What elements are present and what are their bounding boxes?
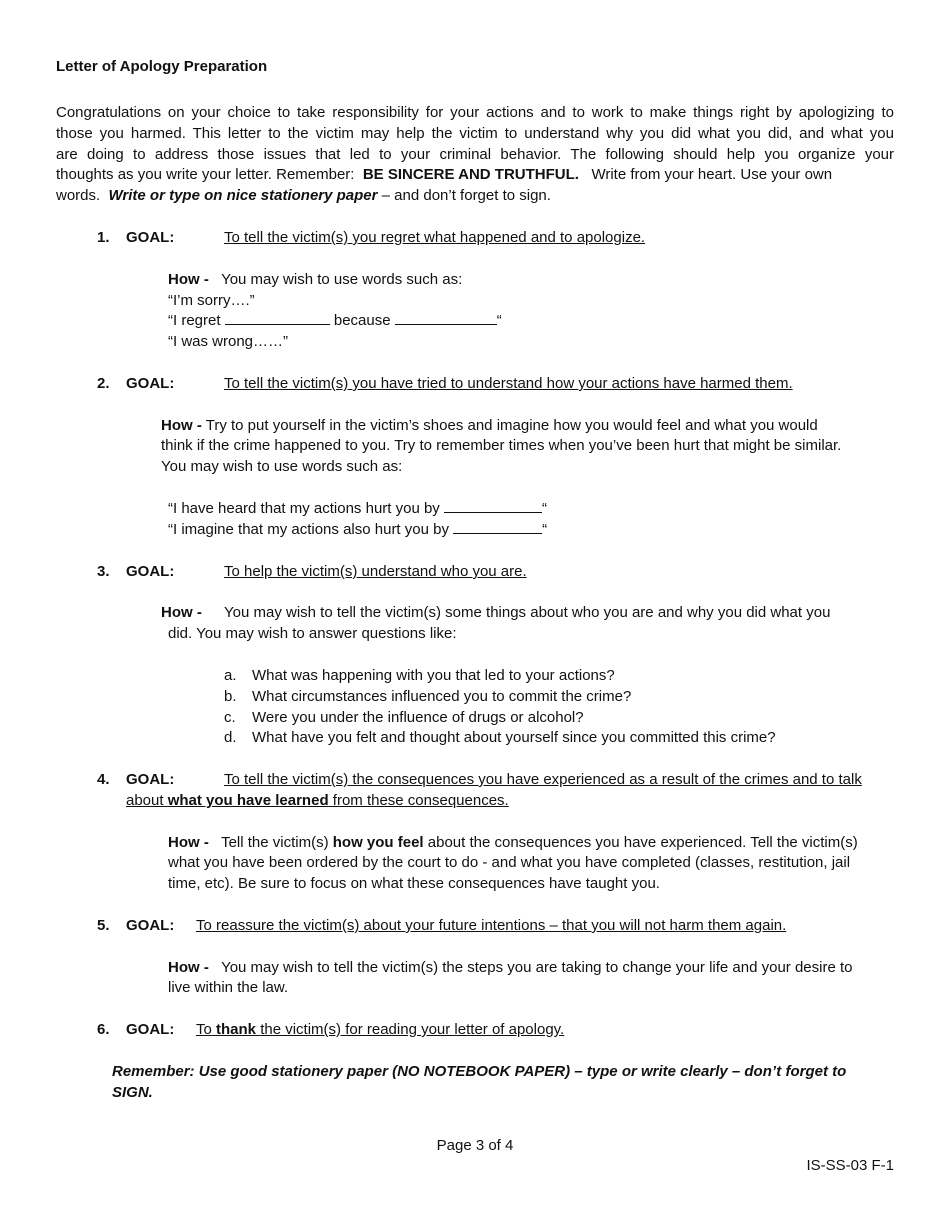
goal-1-how: How - You may wish to use words such as: (168, 271, 463, 288)
question-letter: c. (224, 709, 236, 726)
goal-1-phrase-2: “I regret because “ (168, 312, 502, 329)
goal-4-title-line-2: about what you have learned from these consequences. (126, 792, 509, 809)
goal-6-number: 6. (97, 1021, 110, 1038)
how-label: How - (168, 834, 209, 851)
goal-5-how-line-1: How - You may wish to tell the victim(s) the steps you are taking to change your life and your desire to (168, 959, 853, 976)
intro-line-5: words. Write or type on nice stationery paper – and don’t forget to sign. (56, 187, 551, 204)
goal-2-phrase-1: “I have heard that my actions hurt you by “ (168, 500, 547, 517)
how-label: How - (161, 417, 202, 434)
question-item: Were you under the influence of drugs or alcohol? (252, 709, 584, 726)
how-label: How - (168, 959, 209, 976)
question-letter: d. (224, 729, 237, 746)
sincere-emphasis: BE SINCERE AND TRUTHFUL. (362, 166, 579, 183)
goal-5-how-line-2: live within the law. (168, 979, 289, 996)
goal-5-title: To reassure the victim(s) about your future intentions – that you will not harm them again. (196, 917, 787, 934)
goal-1-label: GOAL: (126, 229, 175, 246)
goal-2-phrase-2: “I imagine that my actions also hurt you by “ (168, 521, 548, 538)
how-label: How - (168, 271, 209, 288)
goal-4-number: 4. (97, 771, 110, 788)
reminder-line-2: SIGN. (112, 1084, 153, 1101)
stationery-emphasis: Write or type on nice stationery paper (108, 187, 378, 204)
fill-in-blank (453, 519, 542, 534)
goal-2-how-line-3: You may wish to use words such as: (161, 458, 403, 475)
goal-4-label: GOAL: (126, 771, 175, 788)
intro-line-4: thoughts as you write your letter. Remember: BE SINCERE AND TRUTHFUL. Write from your heart. Use your own (56, 166, 833, 183)
goal-6-label: GOAL: (126, 1021, 175, 1038)
goal-3-how-line-1: You may wish to tell the victim(s) some things about who you are and why you did what you (224, 604, 831, 621)
goal-4-how-line-3: time, etc). Be sure to focus on what these consequences have taught you. (168, 875, 660, 892)
goal-1-phrase-1: “I’m sorry….” (168, 292, 255, 309)
goal-2-number: 2. (97, 375, 110, 392)
question-letter: b. (224, 688, 237, 705)
goal-3-number: 3. (97, 563, 110, 580)
form-code: IS-SS-03 F-1 (806, 1157, 894, 1174)
page-number: Page 3 of 4 (436, 1137, 514, 1154)
question-letter: a. (224, 667, 237, 684)
intro-line-1: Congratulations on your choice to take responsibility for your actions and to work to make things right by apologizing to (56, 104, 894, 121)
goal-1-phrase-3: “I was wrong……” (168, 333, 289, 350)
fill-in-blank (444, 498, 542, 513)
question-item: What was happening with you that led to your actions? (252, 667, 615, 684)
document-title: Letter of Apology Preparation (56, 58, 268, 75)
goal-3-label: GOAL: (126, 563, 175, 580)
question-item: What circumstances influenced you to commit the crime? (252, 688, 632, 705)
fill-in-blank (225, 310, 330, 325)
goal-6-title: To thank the victim(s) for reading your letter of apology. (196, 1021, 565, 1038)
goal-4-how-line-1: How - Tell the victim(s) how you feel about the consequences you have experienced. Tell the victim(s) (168, 834, 858, 851)
goal-2-how-line-2: think if the crime happened to you. Try to remember times when you’ve been hurt that might be similar. (161, 437, 842, 454)
goal-1-number: 1. (97, 229, 110, 246)
goal-3-title: To help the victim(s) understand who you are. (224, 563, 527, 580)
goal-4-how-line-2: what you have been ordered by the court to do - and what you have completed (classes, restitution, jail (168, 854, 851, 871)
goal-3-how-line-2: did. You may wish to answer questions like: (168, 625, 457, 642)
goal-5-label: GOAL: (126, 917, 175, 934)
goal-1-title: To tell the victim(s) you regret what happened and to apologize. (224, 229, 646, 246)
goal-2-how-line-1: How - Try to put yourself in the victim’s shoes and imagine how you would feel and what you would (161, 417, 818, 434)
intro-line-2: those you harmed. This letter to the victim may help the victim to understand why you did what you did, and what you (56, 125, 894, 142)
intro-line-3: are doing to address those issues that led to your criminal behavior. The following should help you organize your (56, 146, 894, 163)
reminder-line-1: Remember: Use good stationery paper (NO NOTEBOOK PAPER) – type or write clearly – don’t forget to (112, 1063, 847, 1080)
goal-2-label: GOAL: (126, 375, 175, 392)
fill-in-blank (395, 310, 497, 325)
question-item: What have you felt and thought about yourself since you committed this crime? (252, 729, 776, 746)
goal-4-title-line-1: To tell the victim(s) the consequences you have experienced as a result of the crimes and to talk (224, 771, 862, 788)
how-label: How - (161, 604, 202, 621)
goal-5-number: 5. (97, 917, 110, 934)
goal-2-title: To tell the victim(s) you have tried to understand how your actions have harmed them. (224, 375, 793, 392)
